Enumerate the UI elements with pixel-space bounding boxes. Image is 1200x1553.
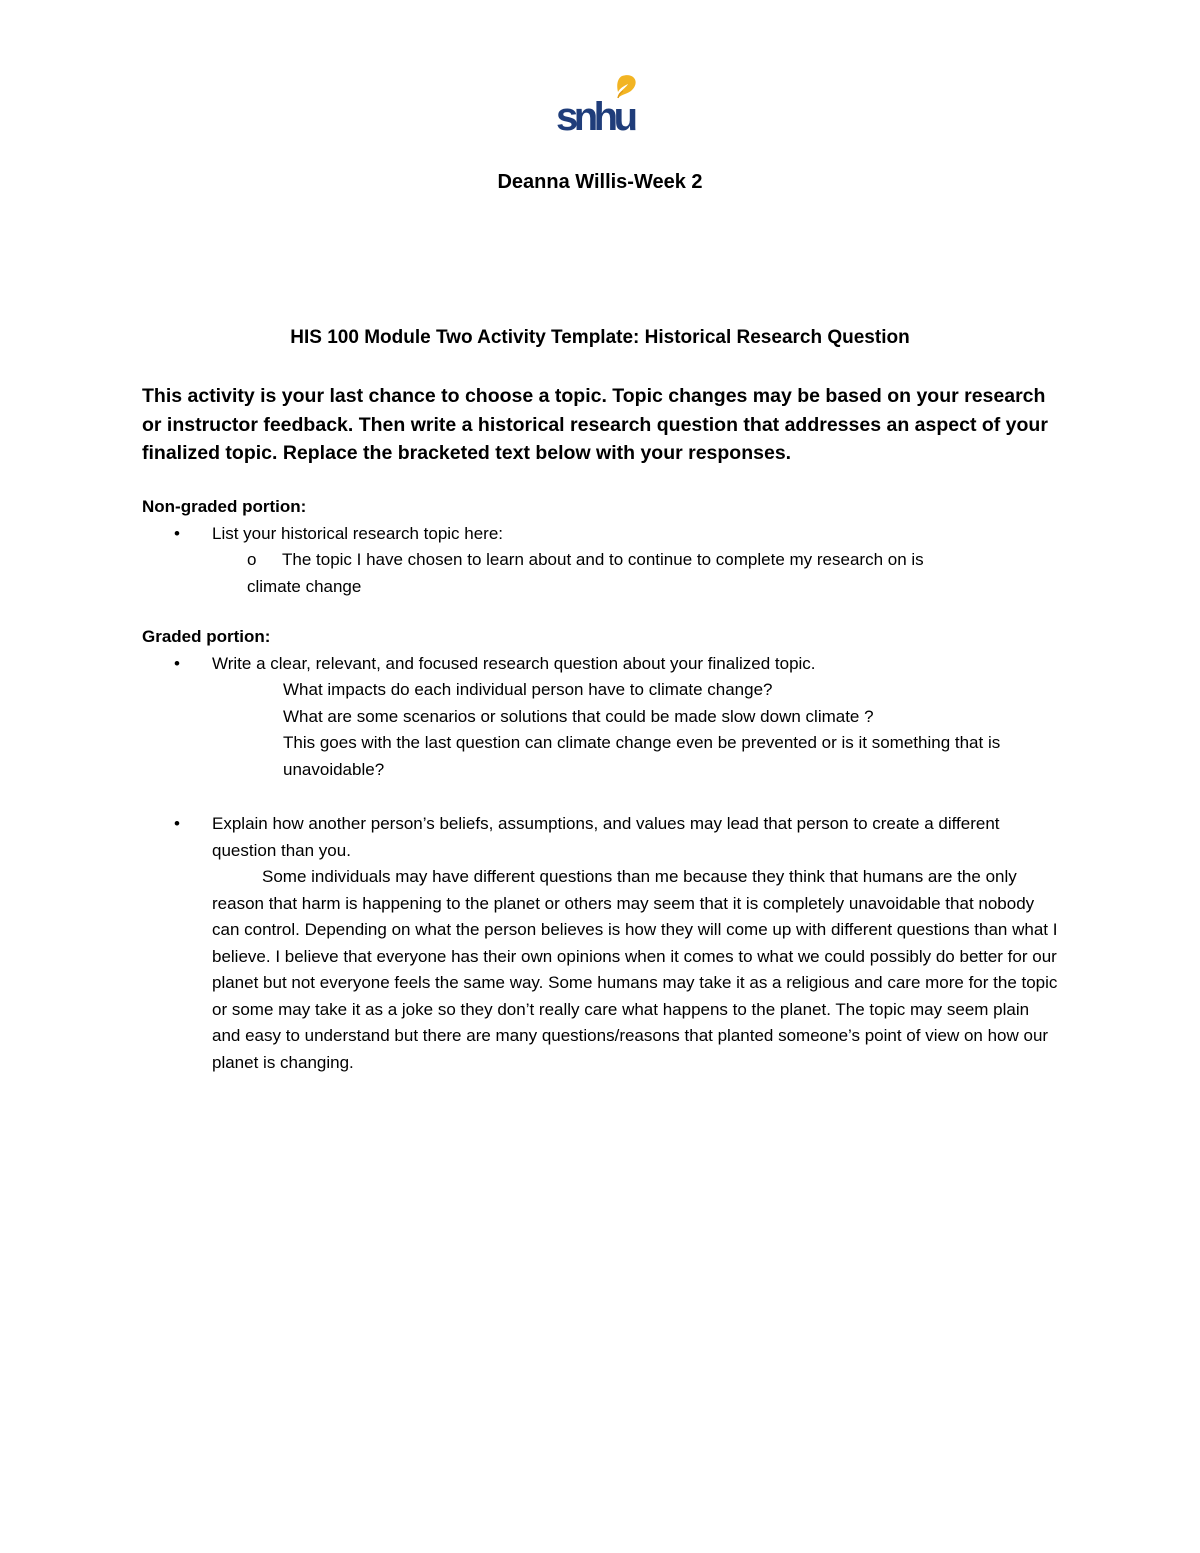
page-title: HIS 100 Module Two Activity Template: Historical Research Question [290, 327, 910, 348]
research-question: What are some scenarios or solutions that could be made slow down climate ? [283, 706, 874, 726]
snhu-logo-graphic [556, 74, 642, 136]
list-item-text: Explain how another person’s beliefs, assumptions, and values may lead that person to create a different question than you. [212, 814, 1000, 860]
answer-paragraph: Some individuals may have different questions than me because they think that humans are the only reason that harm is happening to the planet or others may seem that it is completely unavoidable that nobody can control. Depending on what the person believes is how they will come up with different questions than what I believe. I believe that everyone has their own opinions when it comes to what we could possibly do better for our planet but not everyone feels the same way. Some humans may take it as a religious and care more for the topic or some may take it as a joke so they don’t really care what happens to the planet. The topic may seem plain and easy to understand but there are many questions/reasons that planted someone’s point of view on how our planet is changing. [212, 867, 1058, 1072]
graded-section [142, 624, 1072, 1076]
graded-heading: Graded portion: [142, 627, 271, 646]
bullet-icon: • [174, 523, 180, 543]
sub-list-item-text: The topic I have chosen to learn about and to continue to complete my research on is [282, 550, 924, 569]
list-item [142, 811, 1052, 864]
list-item-text: Write a clear, relevant, and focused research question about your finalized topic. [212, 653, 816, 673]
snhu-logo [556, 74, 642, 136]
list-item [142, 521, 1072, 548]
bullet-icon: • [174, 653, 180, 673]
non-graded-section [142, 494, 1072, 600]
sub-list-item [142, 547, 1072, 574]
bullet-icon: • [174, 814, 180, 833]
intro-paragraph: This activity is your last chance to choose a topic. Topic changes may be based on your research or instructor feedback. Then write a historical research question that addresses an aspect of your finalized topic. Replace the bracketed text below with your responses. [142, 385, 1048, 464]
list-item [142, 651, 1072, 678]
svg-text:snhu: snhu [556, 95, 636, 136]
non-graded-heading: Non-graded portion: [142, 497, 307, 516]
list-item-text: List your historical research topic here: [212, 523, 504, 543]
sub-list-item-continuation: climate change [247, 576, 362, 596]
research-question: This goes with the last question can climate change even be prevented or is it something that is unavoidable? [283, 733, 1001, 779]
sub-bullet-icon: o [247, 550, 257, 569]
research-question: What impacts do each individual person have to climate change? [283, 680, 773, 699]
author-week-heading: Deanna Willis-Week 2 [497, 171, 703, 193]
